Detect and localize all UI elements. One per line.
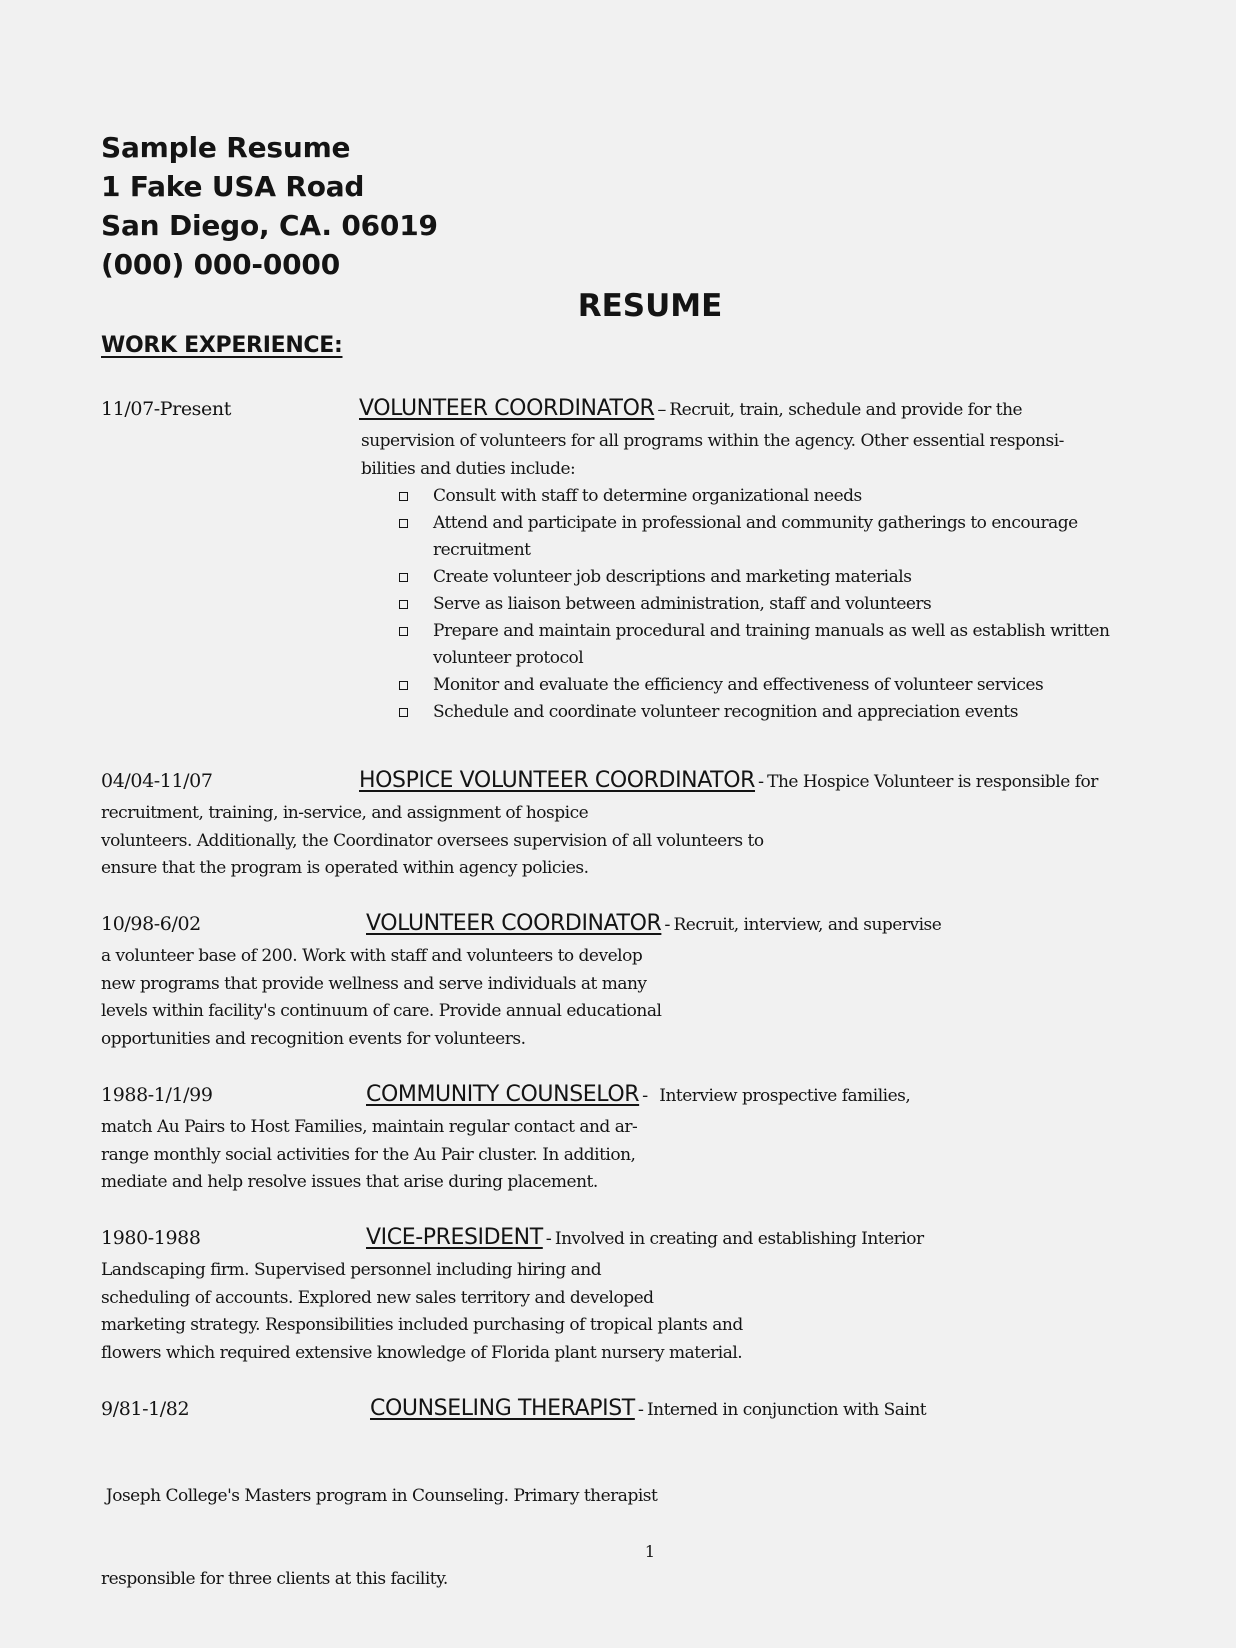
checkbox-bullet-icon — [399, 519, 408, 528]
list-item: Monitor and evaluate the efficiency and effectiveness of volunteer services — [397, 672, 1177, 699]
entry-lead-text: The Hospice Volunteer is responsible for — [767, 772, 1098, 792]
entry-lead-text: Recruit, interview, and supervise — [673, 915, 942, 935]
checkbox-bullet-icon — [399, 492, 408, 501]
list-item: Schedule and coordinate volunteer recognition and appreciation events — [397, 699, 1177, 726]
title-separator: - — [642, 1085, 649, 1106]
body-line: ensure that the program is operated within agency policies. — [101, 858, 589, 878]
title-separator: - — [664, 914, 671, 935]
body-line: recruitment, training, in-service, and assignment of hospice — [101, 803, 589, 823]
entry-date: 1988-1/1/99 — [101, 1084, 213, 1106]
entry-date: 04/04-11/07 — [101, 770, 213, 792]
body-line: mediate and help resolve issues that arise during placement. — [101, 1172, 598, 1192]
title-separator: - — [545, 1228, 552, 1249]
body-line: scheduling of accounts. Explored new sales territory and developed — [101, 1287, 654, 1308]
street-address: 1 Fake USA Road — [101, 170, 365, 203]
body-line: match Au Pairs to Host Families, maintain regular contact and ar- — [101, 1117, 638, 1137]
experience-entry — [101, 398, 1211, 726]
job-title: VOLUNTEER COORDINATOR — [366, 911, 662, 936]
experience-entry — [101, 1398, 1211, 1648]
entry-body — [101, 943, 1211, 1053]
job-title: VICE-PRESIDENT — [366, 1225, 543, 1250]
entry-lead-text: Recruit, train, schedule and provide for the — [669, 400, 1023, 420]
title-separator: – — [657, 399, 667, 420]
job-title: COMMUNITY COUNSELOR — [366, 1082, 640, 1107]
list-item: Create volunteer job descriptions and marketing materials — [397, 564, 1177, 591]
checkbox-bullet-icon — [399, 627, 408, 636]
section-heading-work-experience: WORK EXPERIENCE: — [101, 333, 343, 358]
checkbox-bullet-icon — [399, 573, 408, 582]
entry-body — [101, 1428, 1211, 1648]
body-line: responsible for three clients at this facility. — [101, 1568, 448, 1589]
document-title: RESUME — [577, 288, 723, 324]
body-line: Joseph College's Masters program in Counseling. Primary therapist — [101, 1486, 658, 1506]
job-title: VOLUNTEER COORDINATOR — [359, 396, 655, 421]
checkbox-bullet-icon — [399, 708, 408, 717]
body-line: a volunteer base of 200. Work with staff and volunteers to develop — [101, 946, 643, 966]
title-separator: - — [637, 1399, 644, 1420]
name: Sample Resume — [101, 131, 351, 164]
job-title: COUNSELING THERAPIST — [370, 1396, 635, 1421]
entry-lead-text: Involved in creating and establishing Interior — [554, 1229, 924, 1249]
body-line: new programs that provide wellness and serve individuals at many — [101, 973, 647, 994]
experience-entry — [101, 1084, 1211, 1197]
duties-list — [397, 483, 1177, 726]
entry-body — [101, 1257, 1211, 1367]
body-line: Landscaping firm. Supervised personnel including hiring and — [101, 1260, 602, 1280]
entry-body — [101, 1114, 1211, 1197]
body-line: range monthly social activities for the Au Pair cluster. In addition, — [101, 1144, 636, 1165]
list-item: Serve as liaison between administration, staff and volunteers — [397, 591, 1177, 618]
checkbox-bullet-icon — [399, 600, 408, 609]
experience-entry — [101, 770, 1211, 883]
list-item: Prepare and maintain procedural and training manuals as well as establish written volunteer protocol — [397, 618, 1177, 672]
page-number: 1 — [644, 1542, 656, 1561]
body-line: supervision of volunteers for all programs within the agency. Other essential responsi- — [361, 431, 1064, 451]
entry-body — [101, 428, 1211, 483]
experience-entry — [101, 913, 1211, 1053]
list-item: Attend and participate in professional and community gatherings to encourage recruitment — [397, 510, 1177, 564]
job-title: HOSPICE VOLUNTEER COORDINATOR — [359, 768, 756, 793]
title-separator: - — [758, 771, 765, 792]
body-line: opportunities and recognition events for volunteers. — [101, 1028, 526, 1049]
contact-header — [101, 128, 438, 284]
city-state-zip: San Diego, CA. 06019 — [101, 209, 438, 242]
entry-lead-text: Interned in conjunction with Saint — [646, 1400, 927, 1420]
body-line: flowers which required extensive knowledge of Florida plant nursery material. — [101, 1342, 743, 1363]
entry-date: 1980-1988 — [101, 1227, 201, 1249]
entry-body — [101, 800, 1211, 883]
entry-date: 11/07-Present — [101, 398, 231, 420]
body-line: bilities and duties include: — [361, 458, 576, 479]
body-line: volunteers. Additionally, the Coordinator oversees supervision of all volunteers to — [101, 830, 764, 851]
body-line: marketing strategy. Responsibilities included purchasing of tropical plants and — [101, 1315, 743, 1335]
list-item: Consult with staff to determine organizational needs — [397, 483, 1177, 510]
body-line: levels within facility's continuum of care. Provide annual educational — [101, 1001, 662, 1021]
entry-date: 9/81-1/82 — [101, 1398, 190, 1420]
phone-number: (000) 000-0000 — [101, 248, 340, 281]
experience-entry — [101, 1227, 1211, 1367]
entry-date: 10/98-6/02 — [101, 913, 201, 935]
entry-lead-text: Interview prospective families, — [659, 1086, 911, 1106]
checkbox-bullet-icon — [399, 681, 408, 690]
